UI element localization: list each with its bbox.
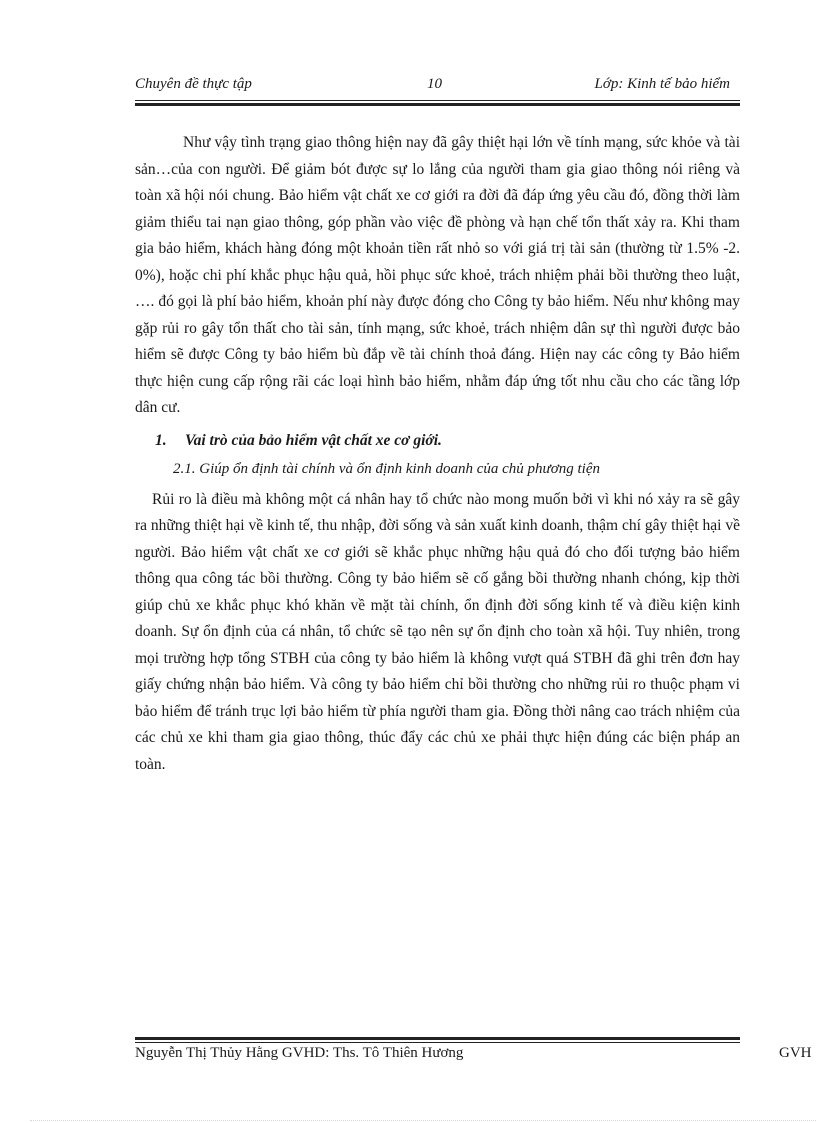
header-rule-thin <box>135 100 740 101</box>
page-bottom-divider <box>30 1120 816 1121</box>
header-class: Lớp: Kinh tế bảo hiểm <box>594 76 730 92</box>
section-title: Vai trò của bảo hiểm vật chất xe cơ giới. <box>185 431 442 449</box>
footer-rule-thick <box>135 1037 740 1040</box>
footer-rule-thin <box>135 1042 740 1043</box>
page-number: 10 <box>427 76 442 92</box>
section-number: 1. <box>155 431 167 449</box>
subsection-heading: 2.1. Giúp ổn định tài chính và ổn định kinh doanh của chủ phương tiện <box>173 461 600 477</box>
body-paragraph: Như vậy tình trạng giao thông hiện nay đã gây thiệt hại lớn về tính mạng, sức khỏe và tài sản…của con người. Để giảm bót được sự lo lắng của người tham gia giao thông nói riêng và toàn xã hội nói chung. Bảo hiểm vật chất xe cơ giới ra đời đã đáp ứng yêu cầu đó, đồng thời làm giảm thiểu tai nạn giao thông, góp phần vào việc đề phòng và hạn chế tổn thất xảy ra. Khi tham gia bảo hiểm, khách hàng đóng một khoản tiền rất nhỏ so với giá trị tài sản (thường từ 1.5% -2. 0%), hoặc chi phí khắc phục hậu quả, hồi phục sức khoẻ, trách nhiệm phải bồi thường theo luật, …. đó gọi là phí bảo hiểm, khoản phí này được đóng cho Công ty bảo hiểm. Nếu như không may gặp rủi ro gây tổn thất cho tài sản, tính mạng, sức khoẻ, trách nhiệm dân sự thì người được bảo hiểm sẽ được Công ty bảo hiểm bù đắp về tài chính thoả đáng. Hiện nay các công ty Bảo hiểm thực hiện cung cấp rộng rãi các loại hình bảo hiểm, nhằm đáp ứng tốt nhu cầu cho các tầng lớp dân cư. <box>135 134 740 416</box>
header-title: Chuyên đề thực tập <box>135 76 252 92</box>
footer-cutoff-text: GVH <box>779 1045 812 1061</box>
page-body <box>135 130 740 778</box>
header-rule-thick <box>135 103 740 106</box>
section-heading <box>135 428 740 455</box>
footer-author: Nguyễn Thị Thủy Hằng GVHD: Ths. Tô Thiên Hương <box>135 1045 464 1061</box>
body-paragraph: Rủi ro là điều mà không một cá nhân hay tổ chức nào mong muốn bởi vì khi nó xảy ra sẽ gây ra những thiệt hại về kinh tế, thu nhập, đời sống và sản xuất kinh doanh, thậm chí gây thiệt hại về người. Bảo hiểm vật chất xe cơ giới sẽ khắc phục những hậu quả đó cho đối tượng bảo hiểm thông qua công tác bồi thường. Công ty bảo hiểm sẽ cố gắng bồi thường nhanh chóng, kịp thời giúp chủ xe khắc phục khó khăn về mặt tài chính, ổn định đời sống kinh tế và điều kiện kinh doanh. Sự ổn định của cá nhân, tổ chức sẽ tạo nên sự ổn định cho toàn xã hội. Tuy nhiên, trong mọi trường hợp tổng STBH của công ty bảo hiểm là không vượt quá STBH đã ghi trên đơn hay giấy chứng nhận bảo hiểm. Và công ty bảo hiểm chỉ bồi thường cho những rủi ro thuộc phạm vi bảo hiểm để tránh trục lợi bảo hiểm từ phía người tham gia. Đồng thời nâng cao trách nhiệm của các chủ xe khi tham gia giao thông, thúc đẩy các chủ xe phải thực hiện đúng các biện pháp an toàn. <box>135 490 740 773</box>
page-header <box>135 76 738 98</box>
